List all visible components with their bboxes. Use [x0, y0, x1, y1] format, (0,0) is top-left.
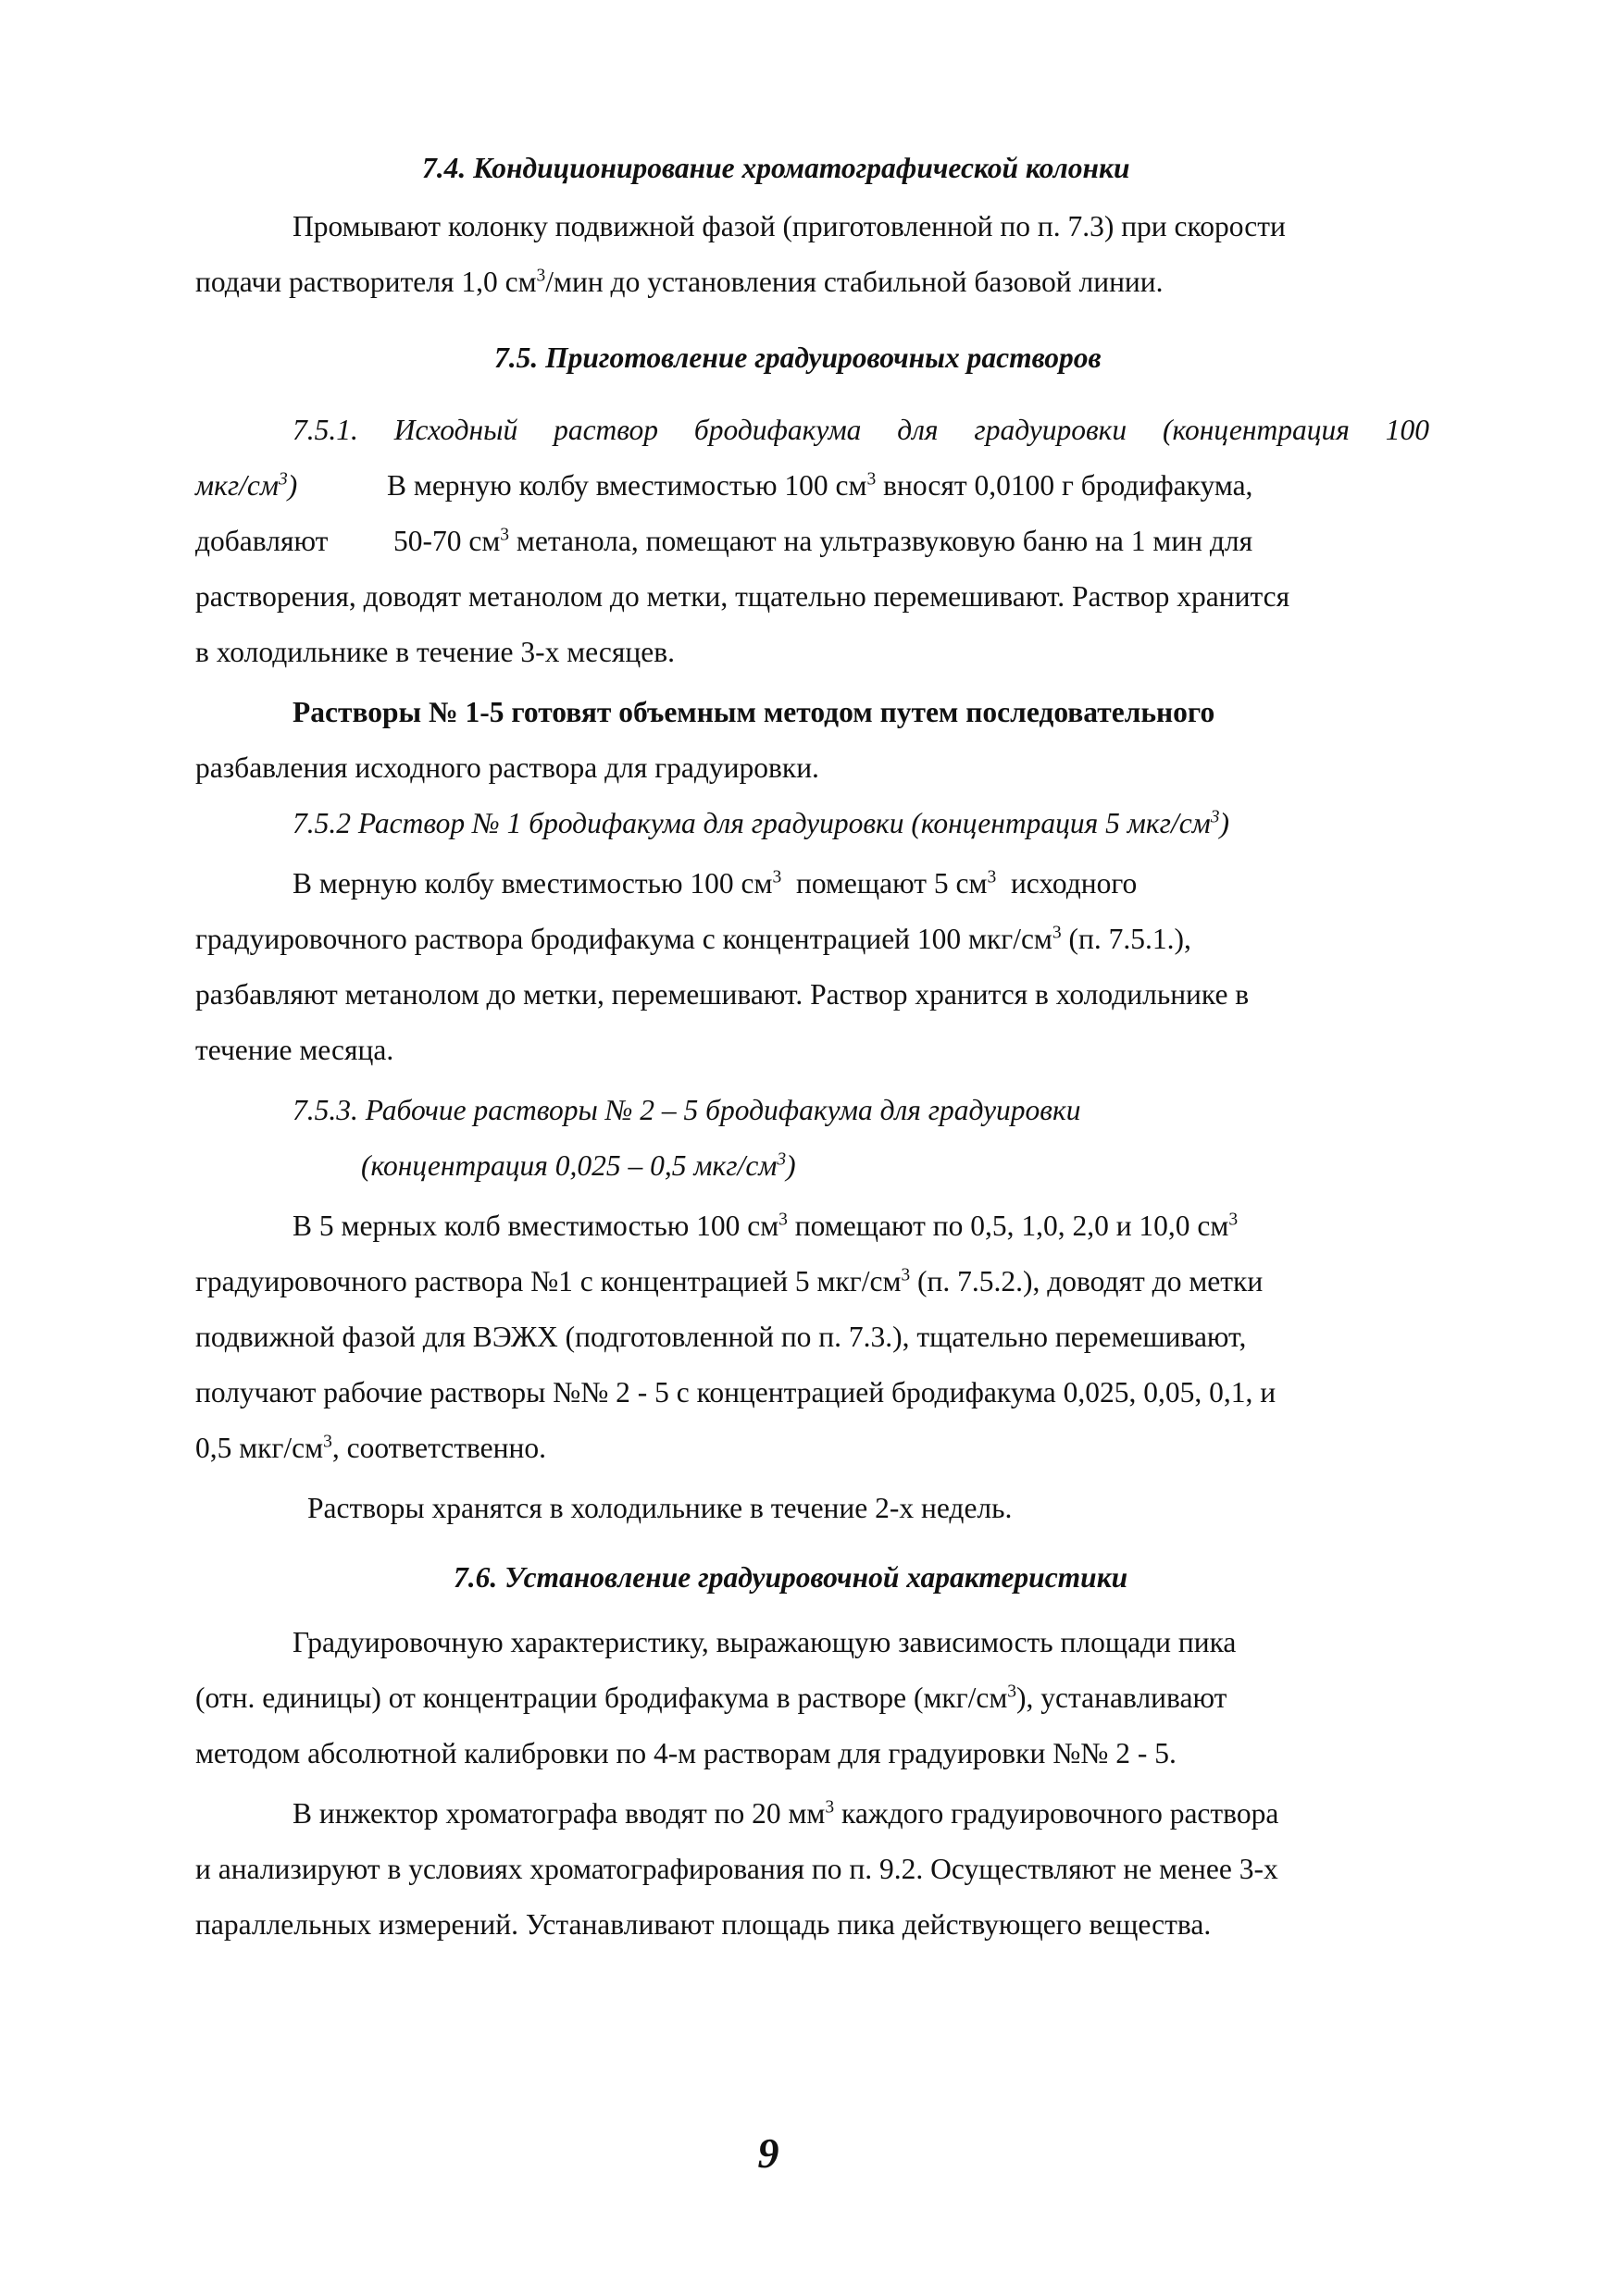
paragraph-line: 50-70 $см^3$ метанола, помещают на ультразвуковую баню на 1 мин для: [393, 525, 1253, 557]
paragraph-line: Растворы хранятся в холодильнике в течение 2-х недель.: [307, 1492, 1013, 1524]
subsection-heading-7-5-1: 7.5.1. Исходный раствор бродифакума для градуировки (концентрация 100: [293, 414, 1429, 446]
subsection-heading-7-5-2: 7.5.2 Раствор № 1 бродифакума для градуировки (концентрация 5 мкг/$см^3$): [293, 807, 1230, 839]
paragraph-line: растворения, доводят метанолом до метки, тщательно перемешивают. Раствор хранится: [195, 580, 1290, 613]
paragraph-line: Промывают колонку подвижной фазой (приготовленной по п. 7.3) при скорости: [293, 210, 1286, 242]
paragraph-line: В мерную колбу вместимостью 100 $см^3$ вносят 0,0100 г бродифакума,: [387, 469, 1253, 502]
paragraph-line: получают рабочие растворы №№ 2 - 5 с концентрацией бродифакума 0,025, 0,05, 0,1, и: [195, 1376, 1277, 1409]
paragraph-line: градуировочного раствора бродифакума с концентрацией 100 мкг/$см^3$ (п. 7.5.1.),: [195, 923, 1191, 955]
paragraph-line: градуировочного раствора №1 с концентрацией 5 мкг/$см^3$ (п. 7.5.2.), доводят до метки: [195, 1265, 1264, 1297]
section-heading-7-5: 7.5. Приготовление градуировочных растворов: [494, 341, 1102, 374]
paragraph-line: В инжектор хроматографа вводят по 20 $мм^3$ каждого градуировочного раствора: [293, 1797, 1279, 1830]
paragraph-line: разбавления исходного раствора для градуировки.: [195, 751, 819, 784]
paragraph-line: 0,5 мкг/$см^3$, соответственно.: [195, 1432, 547, 1464]
paragraph-line: В мерную колбу вместимостью 100 $см^3$ помещают 5 $см^3$ исходного: [293, 867, 1138, 900]
paragraph-line: параллельных измерений. Устанавливают площадь пика действующего вещества.: [195, 1908, 1212, 1941]
paragraph-line: Градуировочную характеристику, выражающую зависимость площади пика: [293, 1626, 1237, 1658]
paragraph-line: и анализируют в условиях хроматографирования по п. 9.2. Осуществляют не менее 3-х: [195, 1853, 1278, 1885]
paragraph-line: методом абсолютной калибровки по 4-м растворам для градуировки №№ 2 - 5.: [195, 1737, 1177, 1769]
paragraph-line: подачи растворителя 1,0 $см^3$/мин до установления стабильной базовой линии.: [195, 266, 1164, 298]
paragraph-line: (отн. единицы) от концентрации бродифакума в растворе $(мкг/см^3)$, устанавливают: [195, 1682, 1227, 1714]
section-heading-7-4: 7.4. Кондиционирование хроматографической колонки: [422, 152, 1130, 184]
paragraph-line: подвижной фазой для ВЭЖХ (подготовленной по п. 7.3.), тщательно перемешивают,: [195, 1321, 1247, 1353]
paragraph-line: В 5 мерных колб вместимостью 100 $см^3$ помещают по 0,5, 1,0, 2,0 и 10,0 $см^3$: [293, 1210, 1239, 1242]
paragraph-line: Растворы № 1-5 готовят объемным методом путем последовательного: [293, 696, 1215, 728]
subsection-heading-7-5-3: 7.5.3. Рабочие растворы № 2 – 5 бродифакума для градуировки: [293, 1094, 1081, 1126]
paragraph-line: разбавляют метанолом до метки, перемешивают. Раствор хранится в холодильнике в: [195, 978, 1250, 1011]
paragraph-line: мкг/$см^3$): [195, 469, 298, 502]
paragraph-line: добавляют: [195, 525, 329, 557]
section-heading-7-6: 7.6. Установление градуировочной характеристики: [454, 1561, 1128, 1594]
paragraph-line: течение месяца.: [195, 1034, 394, 1066]
paragraph-line: в холодильнике в течение 3-х месяцев.: [195, 636, 675, 668]
subsection-heading-7-5-3-concentration: (концентрация 0,025 – 0,5 мкг/$см^3$): [361, 1149, 796, 1182]
page-number: 9: [757, 2129, 779, 2177]
